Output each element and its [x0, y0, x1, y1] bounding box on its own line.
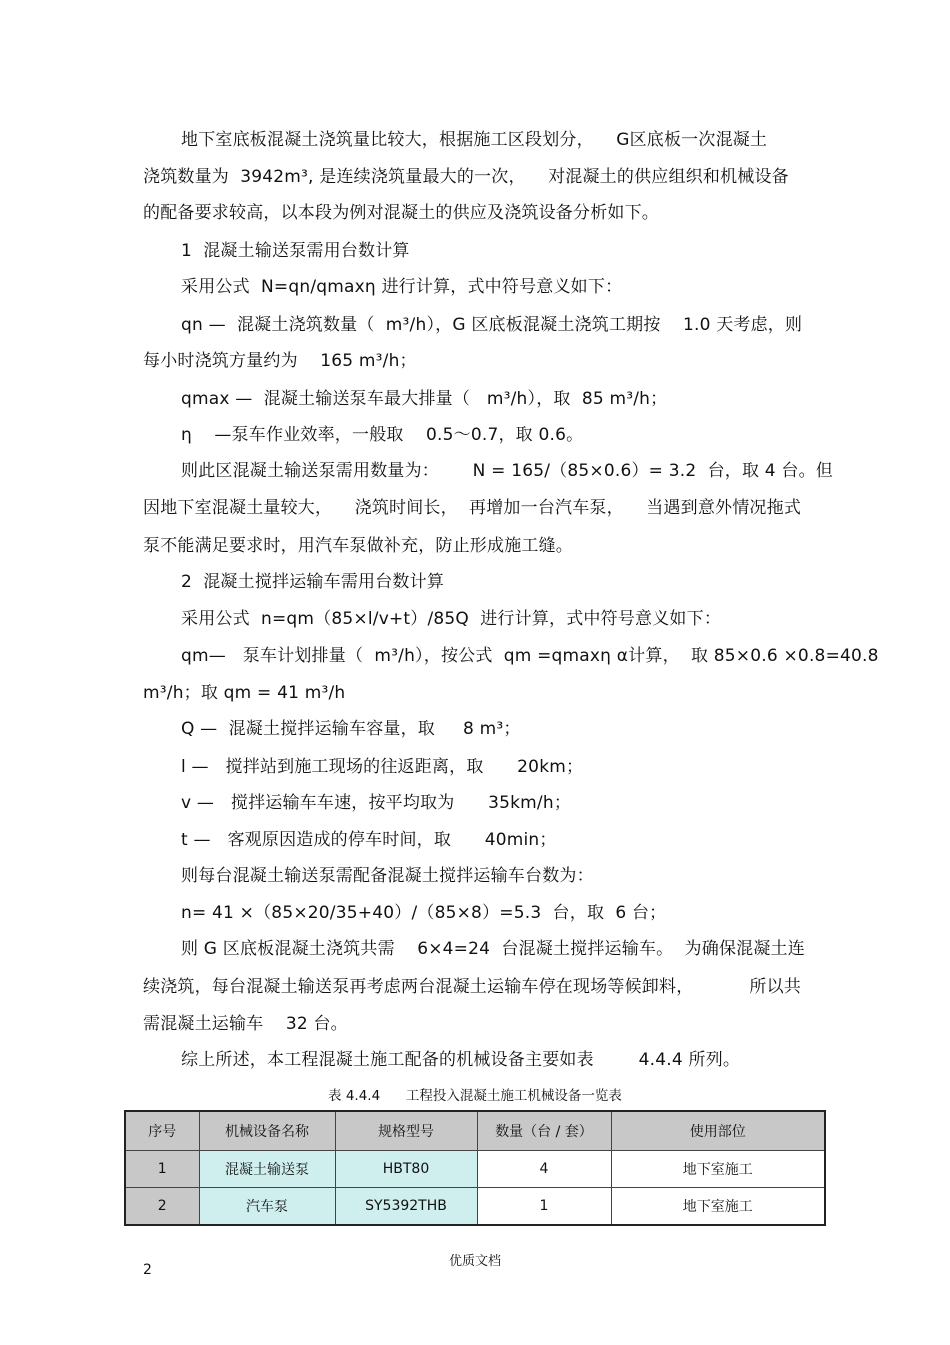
body-text-line: 每小时浇筑方量约为 165 m³/h； [143, 351, 417, 371]
body-text-line: v — 搅拌运输车车速，按平均取为 35km/h； [181, 793, 572, 813]
body-text-line: η —泵车作业效率，一般取 0.5～0.7，取 0.6。 [181, 425, 584, 445]
column-header: 序号 [125, 1111, 199, 1151]
table-cell: 1 [125, 1151, 199, 1188]
body-text-line: qn — 混凝土浇筑数量（ m³/h），G 区底板混凝土浇筑工期按 1.0 天考虑，则 [181, 315, 803, 335]
table-cell: 2 [125, 1188, 199, 1226]
table-cell: 地下室施工 [611, 1188, 825, 1226]
table-cell: 1 [477, 1188, 611, 1226]
body-text-line: 则每台混凝土输送泵需配备混凝土搅拌运输车台数为： [181, 866, 594, 886]
body-text-line: 则此区混凝土输送泵需用数量为： N = 165/（85×0.6）= 3.2 台，取 4 台。但 [181, 461, 833, 481]
section-heading: 1 混凝土输送泵需用台数计算 [181, 241, 410, 261]
body-text-line: 泵不能满足要求时，用汽车泵做补充，防止形成施工缝。 [143, 536, 573, 556]
table-cell: SY5392THB [335, 1188, 477, 1226]
body-text-line: 采用公式 N=qn/qmaxη 进行计算，式中符号意义如下： [181, 277, 623, 297]
table-cell: 4 [477, 1151, 611, 1188]
body-text-line: l — 搅拌站到施工现场的往返距离，取 20km； [181, 757, 584, 777]
column-header: 机械设备名称 [199, 1111, 335, 1151]
table-cell: 混凝土输送泵 [199, 1151, 335, 1188]
table-header-row [125, 1111, 825, 1151]
body-text-line: 续浇筑，每台混凝土输送泵再考虑两台混凝土运输车停在现场等候卸料， 所以共 [143, 977, 802, 997]
column-header: 使用部位 [611, 1111, 825, 1151]
body-text-line: 的配备要求较高，以本段为例对混凝土的供应及浇筑设备分析如下。 [143, 203, 659, 223]
page-number: 2 [143, 1262, 152, 1278]
body-text-line: 采用公式 n=qm（85×l/v+t）/85Q 进行计算，式中符号意义如下： [181, 609, 722, 629]
footer-label: 优质文档 [448, 1254, 501, 1269]
body-text-line: n= 41 ×（85×20/35+40）/（85×8）=5.3 台，取 6 台； [181, 903, 667, 923]
body-text-line: qm— 泵车计划排量（ m³/h），按公式 qm =qmaxη α计算， 取 85×0.6 ×0.8=40.8 [181, 646, 879, 666]
table-cell: HBT80 [335, 1151, 477, 1188]
table-row [125, 1151, 825, 1188]
body-text-line: 需混凝土运输车 32 台。 [143, 1014, 348, 1034]
body-text-line: 浇筑数量为 3942m³, 是连续浇筑量最大的一次， 对混凝土的供应组织和机械设备 [143, 167, 789, 187]
body-text-line: 地下室底板混凝土浇筑量比较大，根据施工区段划分， G区底板一次混凝土 [181, 130, 768, 150]
table-cell: 地下室施工 [611, 1151, 825, 1188]
table-cell: 汽车泵 [199, 1188, 335, 1226]
table-row [125, 1188, 825, 1226]
section-heading: 2 混凝土搅拌运输车需用台数计算 [181, 572, 445, 592]
body-text-line: 综上所述，本工程混凝土施工配备的机械设备主要如表 4.4.4 所列。 [181, 1050, 741, 1070]
column-header: 规格型号 [335, 1111, 477, 1151]
body-text-line: Q — 混凝土搅拌运输车容量，取 8 m³； [181, 719, 521, 739]
body-text-line: 因地下室混凝土量较大， 浇筑时间长， 再增加一台汽车泵， 当遇到意外情况拖式 [143, 498, 802, 518]
body-text-line: t — 客观原因造成的停车时间，取 40min； [181, 830, 557, 850]
table-caption: 表 4.4.4 工程投入混凝土施工机械设备一览表 [328, 1088, 622, 1104]
body-text-line: qmax — 混凝土输送泵车最大排量（ m³/h），取 85 m³/h； [181, 389, 668, 409]
body-text-line: m³/h；取 qm = 41 m³/h [143, 683, 346, 703]
column-header: 数量（台 / 套） [477, 1111, 611, 1151]
body-text-line: 则 G 区底板混凝土浇筑共需 6×4=24 台混凝土搅拌运输车。 为确保混凝土连 [181, 939, 805, 959]
equipment-table [124, 1110, 826, 1226]
